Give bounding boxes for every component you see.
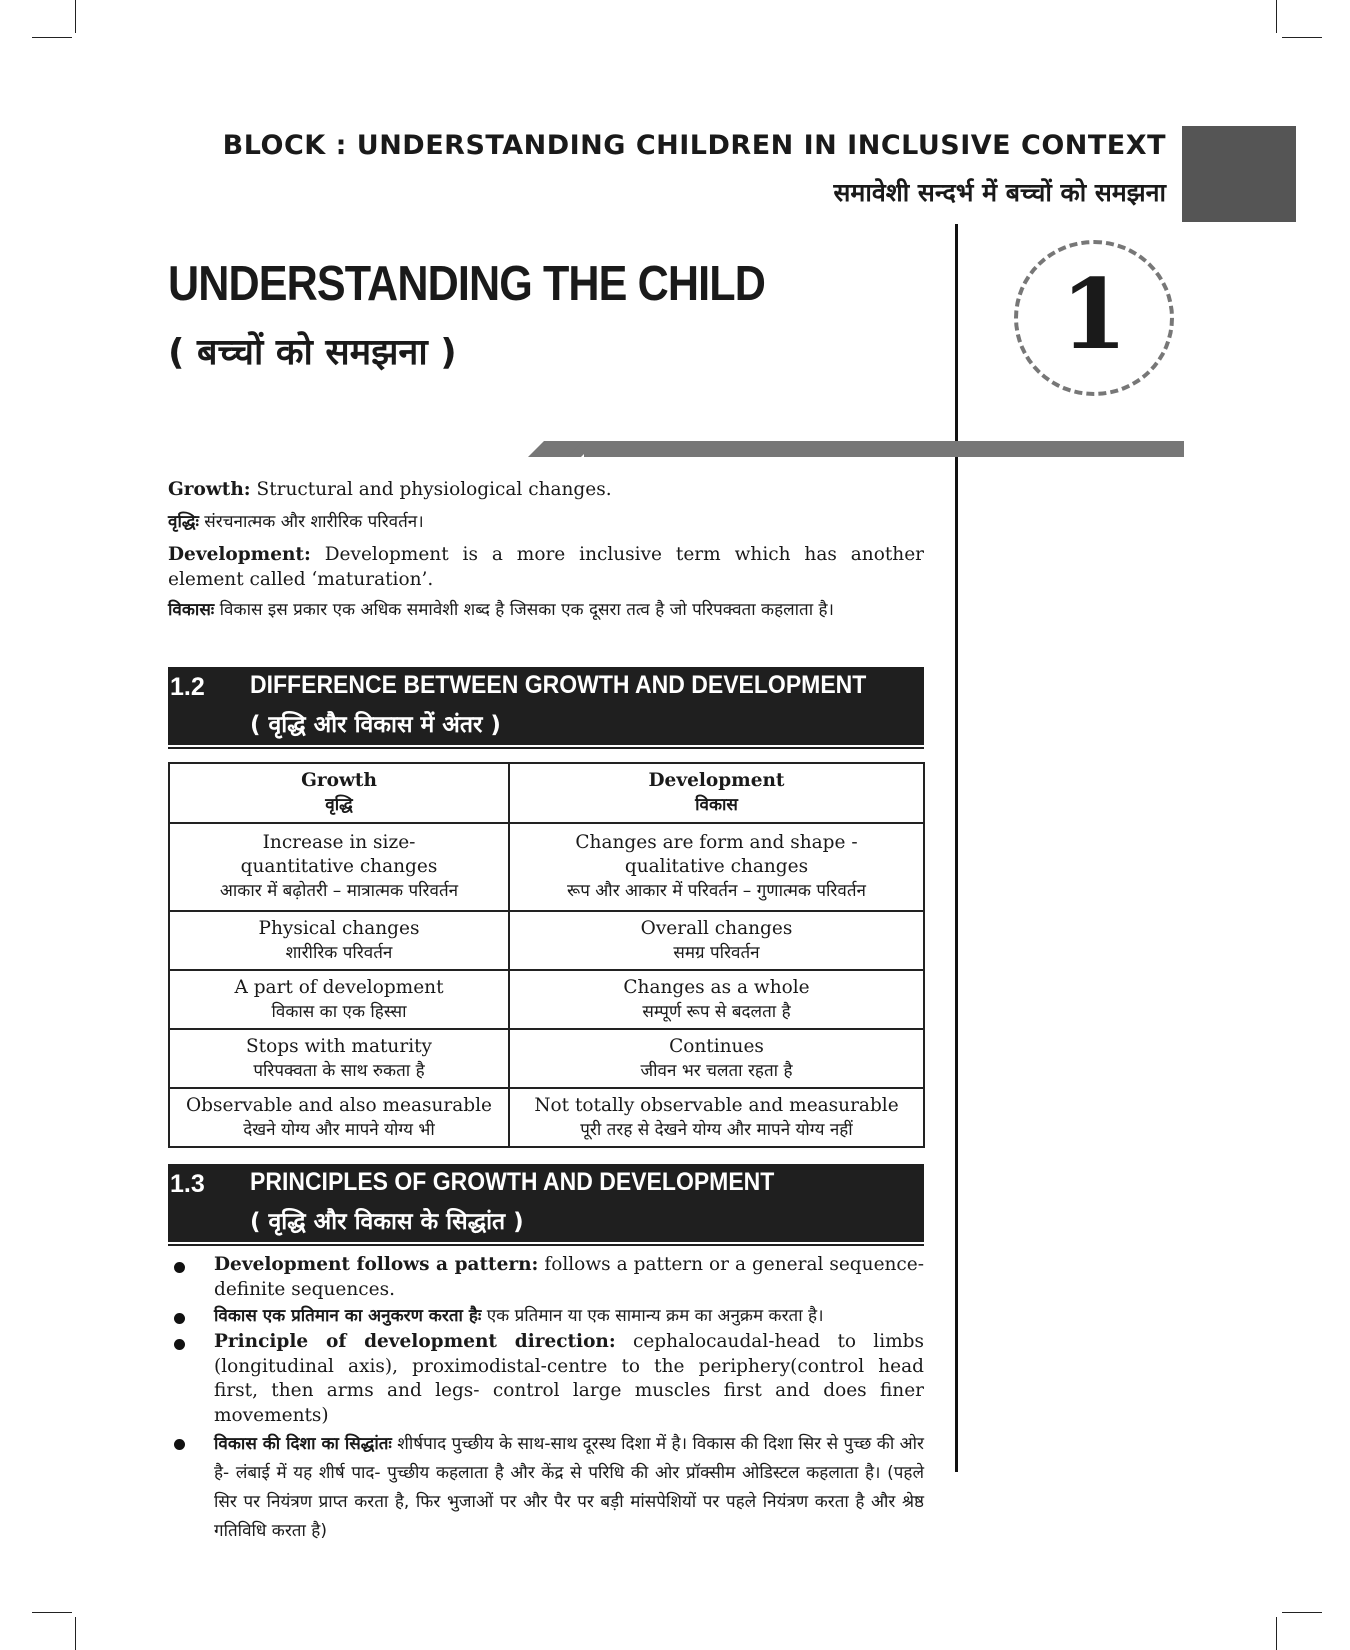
- chapter-title-hindi: ( बच्चों को समझना ): [168, 332, 457, 373]
- growth-definition: [168, 477, 924, 502]
- development-hindi-label: विकासः: [168, 600, 215, 620]
- principle-text: शीर्षपाद पुच्छीय के साथ-साथ दूरस्थ दिशा में है। विकास की दिशा सिर से पुच्छ की ओर है- लंबाई में यह शीर्ष पाद- पुच्छीय कहलाता है और केंद्र से परिधि की ओर प्रॉक्सीम ओडिस्टल कहलाता है। (पहले सिर पर नियंत्रण प्राप्त करता है, फिर भुजाओं पर और पैर पर बड़ी मांसपेशियों पर पहले नियंत्रण करता है और श्रेष्ठ गतिविधि करता है): [214, 1434, 924, 1541]
- principle-text: एक प्रतिमान या एक सामान्य क्रम का अनुक्रम करता है।: [486, 1306, 824, 1326]
- block-tab-marker: [1182, 126, 1296, 222]
- cell-en: Increase in size-quantitative changes: [240, 832, 438, 877]
- table-header-row: [169, 763, 924, 823]
- block-title-hindi: समावेशी सन्दर्भ में बच्चों को समझना: [833, 178, 1166, 207]
- chapter-title: UNDERSTANDING THE CHILD: [168, 257, 766, 311]
- table-row: [169, 970, 924, 1029]
- table-cell: [509, 970, 924, 1029]
- cell-en: Not totally observable and measurable: [534, 1094, 899, 1116]
- cell-hi: सम्पूर्ण रूप से बदलता है: [642, 1001, 791, 1022]
- bullet-icon: [174, 1339, 185, 1350]
- table-row: [169, 1088, 924, 1147]
- section-number: 1.2: [170, 673, 205, 701]
- table-cell: [169, 1029, 509, 1088]
- cell-en: Stops with maturity: [245, 1035, 432, 1057]
- section-title-hindi: ( वृद्धि और विकास के सिद्धांत ): [250, 1209, 524, 1235]
- cell-hi: शारीरिक परिवर्तन: [285, 942, 393, 963]
- principle-label: विकास की दिशा का सिद्धांतः: [214, 1434, 392, 1454]
- section-title: DIFFERENCE BETWEEN GROWTH AND DEVELOPMENT: [250, 671, 867, 699]
- development-label: Development:: [168, 544, 311, 565]
- bullet-icon: [174, 1313, 185, 1324]
- header-hi: विकास: [695, 795, 738, 815]
- crop-mark: [1276, 1617, 1277, 1650]
- cell-hi: समग्र परिवर्तन: [673, 942, 760, 963]
- bullet-icon: [174, 1439, 185, 1450]
- bullet-icon: [174, 1262, 185, 1273]
- margin-divider: [955, 224, 958, 1472]
- table-cell: [509, 1029, 924, 1088]
- crop-mark: [75, 0, 76, 33]
- development-text: Development is a more inclusive term which has another element called ‘maturation’.: [168, 544, 924, 590]
- cell-hi: विकास का एक हिस्सा: [271, 1001, 407, 1022]
- table-cell: [169, 1088, 509, 1147]
- growth-hindi-text: संरचनात्मक और शारीरिक परिवर्तन।: [204, 512, 424, 532]
- development-definition-hindi: [168, 598, 924, 622]
- cell-en: Continues: [669, 1035, 764, 1057]
- principle-text: cephalocaudal-head to limbs (longitudinal axis), proximodistal-centre to the periphery(control head first, then arms and legs- control large muscles first and does finer movements): [214, 1331, 925, 1426]
- chapter-number: 1: [1060, 258, 1128, 371]
- crop-mark: [1276, 0, 1277, 33]
- cell-hi: परिपक्वता के साथ रुकता है: [253, 1060, 425, 1081]
- cell-hi: आकार में बढ़ोतरी – मात्रात्मक परिवर्तन: [219, 881, 459, 901]
- growth-hindi-label: वृद्धिः: [168, 512, 199, 532]
- cell-hi: रूप और आकार में परिवर्तन – गुणात्मक परिवर्तन: [567, 881, 866, 901]
- development-definition: [168, 542, 924, 592]
- crop-mark: [75, 1617, 76, 1650]
- growth-vs-development-table: [168, 762, 925, 1148]
- list-item: [168, 1330, 924, 1428]
- cell-en: Changes as a whole: [623, 976, 810, 998]
- crop-mark: [32, 1612, 72, 1613]
- principle-text: follows a pattern or a general sequence-definite sequences.: [214, 1254, 924, 1300]
- principle-label: Development follows a pattern:: [214, 1254, 539, 1275]
- section-title-hindi: ( वृद्धि और विकास में अंतर ): [250, 712, 501, 738]
- header-en: Development: [648, 770, 785, 791]
- table-cell: [509, 823, 924, 911]
- table-cell: [509, 911, 924, 970]
- list-item: [168, 1430, 924, 1546]
- growth-label: Growth:: [168, 479, 251, 500]
- table-row: [169, 1029, 924, 1088]
- cell-en: Changes are form and shape - qualitative changes: [575, 832, 858, 877]
- decorative-rule: [584, 441, 1184, 457]
- section-number: 1.3: [170, 1170, 205, 1198]
- cell-en: Physical changes: [258, 917, 420, 939]
- block-title: BLOCK : UNDERSTANDING CHILDREN IN INCLUSIVE CONTEXT: [222, 130, 1166, 161]
- crop-mark: [1282, 37, 1322, 38]
- principles-list: [168, 1253, 924, 1548]
- table-cell: [169, 823, 509, 911]
- cell-hi: जीवन भर चलता रहता है: [640, 1060, 793, 1081]
- table-header-development: [509, 763, 924, 823]
- section-underline: [168, 1244, 924, 1246]
- section-title: PRINCIPLES OF GROWTH AND DEVELOPMENT: [250, 1168, 775, 1196]
- section-heading-1-2: [168, 667, 924, 745]
- principle-label: Principle of development direction:: [214, 1331, 616, 1352]
- section-heading-1-3: [168, 1164, 924, 1242]
- list-item: [168, 1304, 924, 1328]
- development-hindi-text: विकास इस प्रकार एक अधिक समावेशी शब्द है जिसका एक दूसरा तत्व है जो परिपक्वता कहलाता है।: [219, 600, 834, 620]
- table-cell: [509, 1088, 924, 1147]
- table-header-growth: [169, 763, 509, 823]
- table-cell: [169, 970, 509, 1029]
- principle-label: विकास एक प्रतिमान का अनुकरण करता हैः: [214, 1306, 482, 1326]
- header-en: Growth: [301, 770, 377, 791]
- header-hi: वृद्धि: [325, 795, 353, 815]
- growth-definition-hindi: [168, 510, 924, 535]
- growth-text: Structural and physiological changes.: [256, 479, 612, 500]
- cell-en: Overall changes: [640, 917, 793, 939]
- crop-mark: [32, 37, 72, 38]
- cell-en: Observable and also measurable: [186, 1094, 492, 1116]
- cell-hi: पूरी तरह से देखने योग्य और मापने योग्य नहीं: [580, 1119, 853, 1140]
- cell-en: A part of development: [234, 976, 444, 998]
- table-cell: [169, 911, 509, 970]
- list-item: [168, 1253, 924, 1302]
- section-underline: [168, 747, 924, 749]
- cell-hi: देखने योग्य और मापने योग्य भी: [243, 1119, 435, 1140]
- table-row: [169, 823, 924, 911]
- crop-mark: [1282, 1612, 1322, 1613]
- table-row: [169, 911, 924, 970]
